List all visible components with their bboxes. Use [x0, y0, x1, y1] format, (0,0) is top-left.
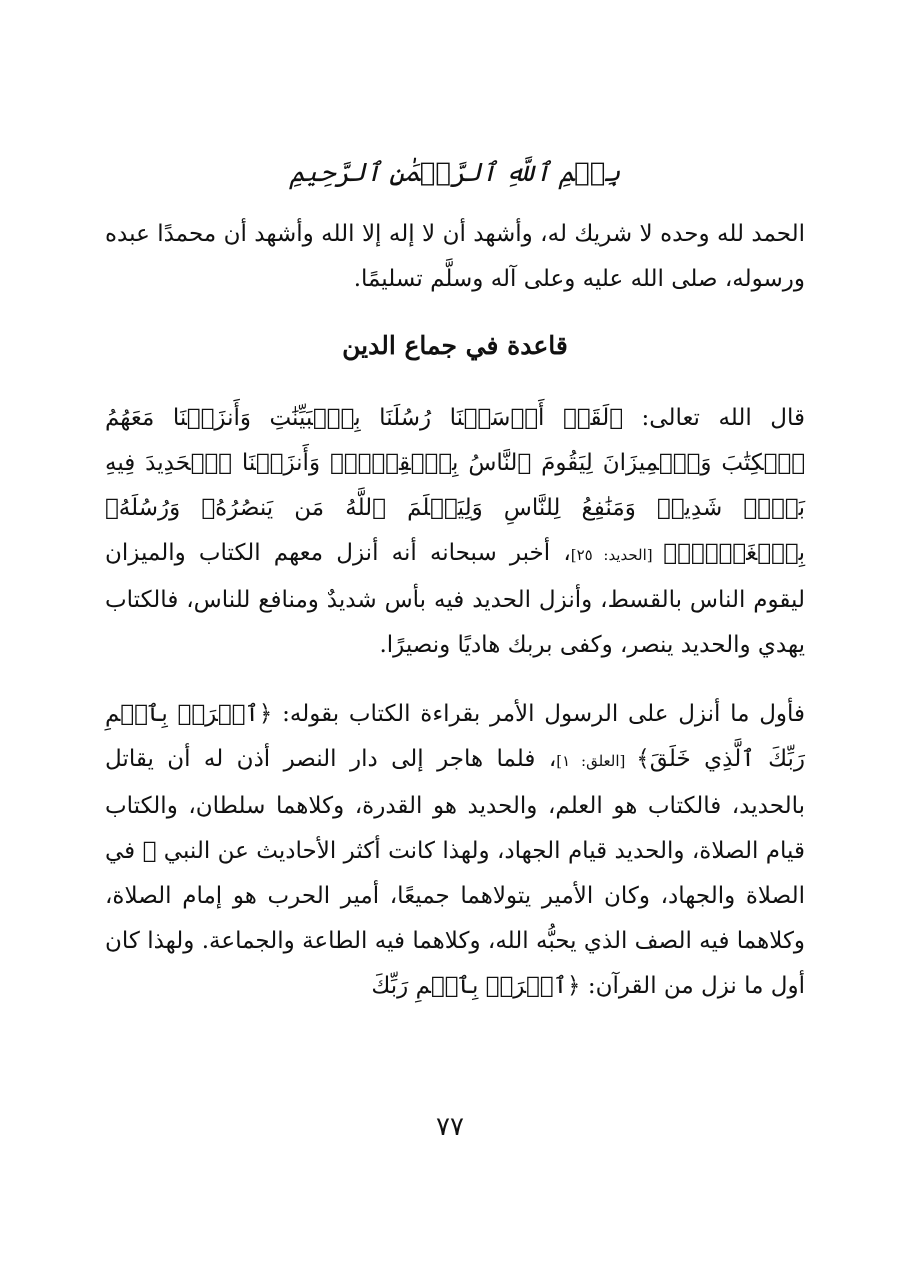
- paragraph-1-rest: ، أخبر سبحانه أنه أنزل معهم الكتاب والميزان ليقوم الناس بالقسط، وأنزل الحديد فيه بأس شديدٌ ومنافع للناس، فالكتاب يهدي والحديد ينصر، وكفى بربك هاديًا ونصيرًا.: [105, 540, 805, 658]
- paragraph-gap: [105, 668, 805, 692]
- document-page: [105, 150, 805, 1009]
- basmala-heading: بِسۡمِ ٱللَّهِ ٱلرَّحۡمَٰنِ ٱلرَّحِيمِ: [289, 158, 621, 188]
- paragraph-2-verse: ﴿ٱقۡرَأۡ بِٱسۡمِ رَبِّكَ ٱلَّذِي خَلَقَ﴾: [105, 701, 805, 772]
- paragraph-1-lead: قال الله تعالى:: [623, 405, 806, 431]
- paragraph-1-reference: [الحديد: ٢٥]: [570, 546, 664, 564]
- intro-paragraph: الحمد لله وحده لا شريك له، وأشهد أن لا إله إلا الله وأشهد أن محمدًا عبده ورسوله، صلى الله عليه وعلى آله وسلَّم تسليمًا.: [105, 221, 805, 292]
- section-title: قاعدة في جماع الدين: [342, 331, 568, 360]
- paragraph-2-middle: ، فلما هاجر إلى دار النصر أذن له أن يقاتل بالحديد، فالكتاب هو العلم، والحديد هو القدرة، وكلاهما سلطان، والكتاب قيام الصلاة، والحديد قيام الجهاد، ولهذا كانت أكثر الأحاديث عن النبي ﷺ في الصلاة والجهاد، وكان الأمير يتولاهما جميعًا، أمير الحرب هو إمام الصلاة، وكلاهما فيه الصف الذي يحبُّه الله، وكلاهما فيه الطاعة والجماعة. ولهذا كان أول ما نزل من القرآن:: [105, 746, 805, 999]
- paragraph-2-verse-2: ﴿ٱقۡرَأۡ بِٱسۡمِ رَبِّكَ: [371, 973, 581, 999]
- paragraph-2-reference: [العلق: ١]: [556, 752, 637, 770]
- paragraph-2-lead: فأول ما أنزل على الرسول الأمر بقراءة الكتاب بقوله:: [272, 701, 806, 727]
- paragraph-1: [105, 396, 805, 668]
- paragraph-1-verse: ﴿لَقَدۡ أَرۡسَلۡنَا رُسُلَنَا بِٱلۡبَيِّنَٰتِ وَأَنزَلۡنَا مَعَهُمُ ٱلۡكِتَٰبَ وَٱلۡمِيزَانَ لِيَقُومَ ٱلنَّاسُ بِٱلۡقِسۡطِۖ وَأَنزَلۡنَا ٱلۡحَدِيدَ فِيهِ بَأۡسٞ شَدِيدٞ وَمَنَٰفِعُ لِلنَّاسِ وَلِيَعۡلَمَ ٱللَّهُ مَن يَنصُرُهُۥ وَرُسُلَهُۥ بِٱلۡغَيۡبِۚ﴾: [105, 405, 805, 566]
- paragraph-2: [105, 692, 805, 1009]
- page-number: ٧٧: [436, 1112, 464, 1142]
